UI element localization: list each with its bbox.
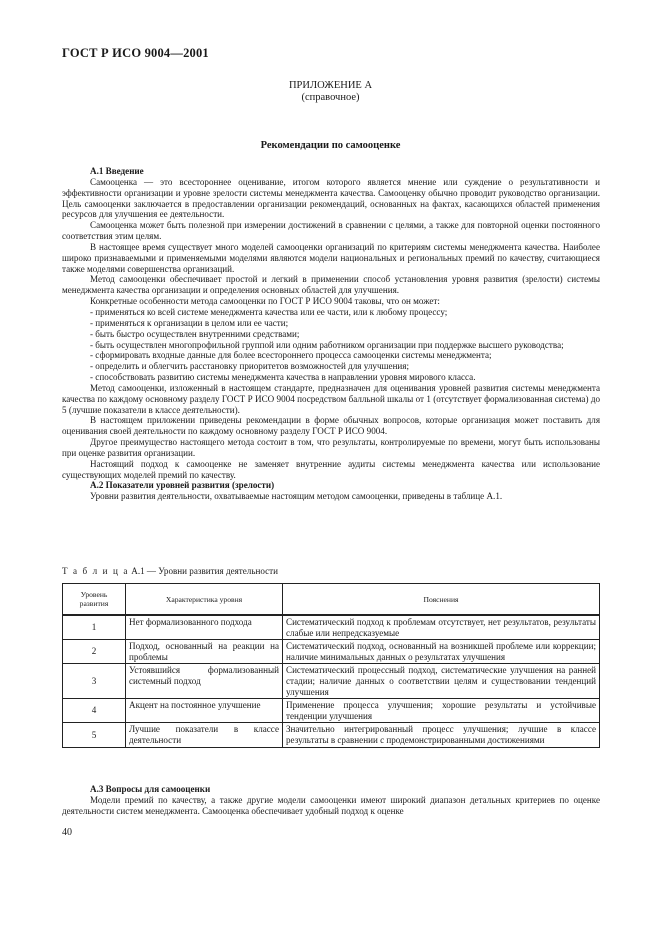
a1-bullet: - применяться к организации в целом или ее части; bbox=[90, 317, 289, 328]
table-row bbox=[63, 699, 600, 723]
a3-section bbox=[62, 784, 600, 817]
characteristic-cell: Нет формализованного подхода bbox=[126, 615, 283, 640]
table-row bbox=[63, 664, 600, 699]
characteristic-cell: Подход, основанный на реакции на проблемы bbox=[126, 640, 283, 664]
explanation-cell: Систематический подход, основанный на возникшей проблеме или коррекции; наличие минимальных данных о результатах улучшения bbox=[283, 640, 600, 664]
appendix-title: ПРИЛОЖЕНИЕ А bbox=[288, 80, 373, 91]
level-cell: 4 bbox=[63, 699, 126, 723]
a1-paragraph: В настоящее время существует много моделей самооценки организаций по критериям системы менеджмента качества. Наиболее широко признаваемыми и применяемыми моделями являются модели национальных и региональных премий по качеству, считающиеся также моделями совершенства организаций. bbox=[62, 241, 600, 274]
a1-bullet: - сформировать входные данные для более всестороннего процесса самооценки системы менеджмента; bbox=[90, 350, 492, 361]
table-row bbox=[63, 723, 600, 747]
explanation-cell: Применение процесса улучшения; хорошие результаты и устойчивые тенденции улучшения bbox=[283, 699, 600, 723]
appendix-subtitle: (справочное) bbox=[301, 92, 360, 103]
a1-paragraph: Конкретные особенности метода самооценки по ГОСТ Р ИСО 9004 таковы, что он может: bbox=[90, 296, 440, 307]
characteristic-cell: Акцент на постоянное улучшение bbox=[126, 699, 283, 723]
a1-paragraph: Настоящий подход к самооценке не заменяет внутренние аудиты системы менеджмента качества или использование существующих моделей премий по качеству. bbox=[62, 458, 600, 480]
level-cell: 5 bbox=[63, 723, 126, 747]
a2-paragraph: Уровни развития деятельности, охватываемые настоящим методом самооценки, приведены в таблице А.1. bbox=[90, 491, 503, 502]
characteristic-cell: Лучшие показатели в классе деятельности bbox=[126, 723, 283, 747]
a1-bullet: - быть быстро осуществлен внутренними средствами; bbox=[90, 328, 300, 339]
a1-bullet: - применяться ко всей системе менеджмента качества или ее части, или к любому процессу; bbox=[90, 306, 448, 317]
level-cell: 3 bbox=[63, 664, 126, 699]
a1-bullet: - способствовать развитию системы менеджмента качества в направлении уровня мирового класса. bbox=[90, 372, 476, 383]
table-caption-text: А.1 — Уровни развития деятельности bbox=[131, 566, 279, 576]
a3-paragraph: Модели премий по качеству, а также другие модели самооценки имеют широкий диапазон детальных критериев по оценке деятельности систем менеджмента. Самооценка обеспечивает удобный подход к оценке bbox=[62, 794, 600, 816]
a1-paragraph: Метод самооценки, изложенный в настоящем стандарте, предназначен для оценивания уровней развития системы менеджмента качества по каждому основному разделу ГОСТ Р ИСО 9004 посредством балльной шкалы от 1 (отсутствует формализованная система) до 5 (лучшие показатели в классе деятельности). bbox=[62, 382, 600, 415]
table-caption bbox=[62, 566, 278, 576]
explanation-cell: Систематический процессный подход, систематические улучшения на ранней стадии; наличие данных о соответствии целям и существовании тенденций улучшения bbox=[283, 664, 600, 699]
level-cell: 1 bbox=[63, 615, 126, 640]
explanation-cell: Значительно интегрированный процесс улучшения; лучшие в классе результаты в сравнении с продемонстрированными достижениями bbox=[283, 723, 600, 747]
body-text bbox=[62, 166, 600, 502]
a1-paragraph: Самооценка может быть полезной при измерении достижений в сравнении с целями, а также для повторной оценки постоянного соответствия этим целям. bbox=[62, 220, 600, 242]
section-title: Рекомендации по самооценке bbox=[260, 140, 401, 151]
a1-paragraph: Самооценка — это всестороннее оценивание, итогом которого является мнение или суждение о результативности и эффективности организации и уровне зрелости системы менеджмента качества. Самооценку обычно проводит руководство организации. Цель самооценки заключается в предоставлении организации рекомендаций, основанных на фактах, касающихся областей применения ресурсов для улучшения ее деятельности. bbox=[62, 176, 600, 220]
a1-paragraph: Метод самооценки обеспечивает простой и легкий в применении способ установления уровня развития (зрелости) системы менеджмента качества организации и определения основных областей для улучшения. bbox=[62, 274, 600, 296]
a1-paragraph: Другое преимущество настоящего метода состоит в том, что результаты, контролируемые по времени, могут быть использованы при оценке развития организации. bbox=[62, 437, 600, 458]
table-row bbox=[63, 615, 600, 640]
document-header: ГОСТ Р ИСО 9004—2001 bbox=[62, 46, 209, 60]
a3-heading: А.3 Вопросы для самооценки bbox=[90, 784, 211, 794]
a1-bullet: - быть осуществлен многопрофильной группой или одним работником организации при поддержке высшего руководства; bbox=[90, 339, 564, 350]
a1-heading: А.1 Введение bbox=[90, 166, 144, 176]
a1-bullet: - определить и облегчить расстановку приоритетов возможностей для улучшения; bbox=[90, 361, 410, 372]
table-row bbox=[63, 640, 600, 664]
a1-paragraph: В настоящем приложении приведены рекомендации в форме обычных вопросов, которые организация может поставить для оценивания своей деятельности по каждому основному разделу ГОСТ Р ИСО 9004. bbox=[62, 415, 600, 437]
page-number: 40 bbox=[62, 827, 72, 838]
column-header-explanation: Пояснения bbox=[283, 584, 600, 616]
a2-heading: А.2 Показатели уровней развития (зрелости) bbox=[90, 480, 275, 491]
appendix-heading bbox=[0, 80, 661, 104]
column-header-level: Уровень развития bbox=[63, 584, 126, 616]
level-cell: 2 bbox=[63, 640, 126, 664]
column-header-characteristic: Характеристика уровня bbox=[126, 584, 283, 616]
levels-table bbox=[62, 583, 600, 748]
table-caption-prefix: Т а б л и ц а bbox=[62, 566, 129, 576]
explanation-cell: Систематический подход к проблемам отсутствует, нет результатов, результаты слабые или непредсказуемые bbox=[283, 615, 600, 640]
characteristic-cell: Устоявшийся формализованный системный подход bbox=[126, 664, 283, 699]
